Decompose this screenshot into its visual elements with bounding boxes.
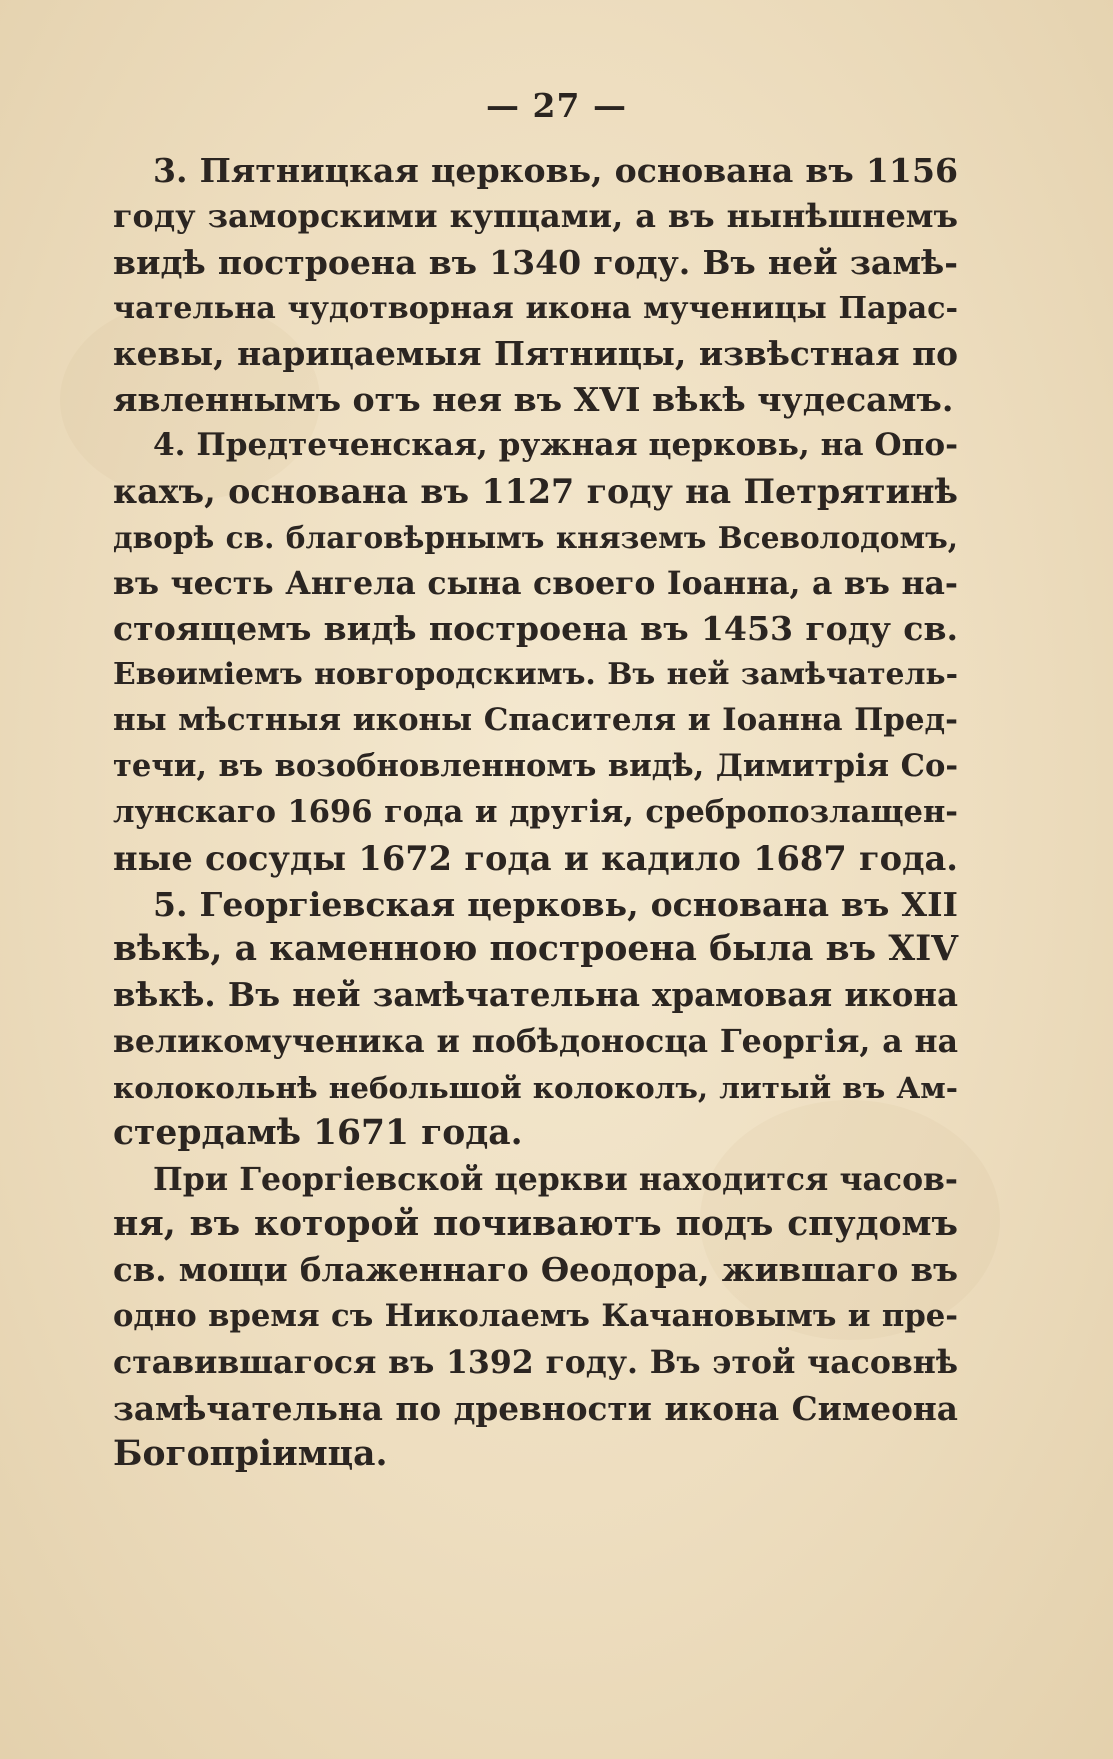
paragraph-church-3	[113, 148, 958, 423]
text-line: течи, въ возобновленномъ видѣ, Димитрія Со-	[113, 747, 958, 784]
text-line: въ честь Ангела сына своего Іоанна, а въ на-	[113, 564, 958, 602]
text-line: видѣ построена въ 1340 году. Въ ней замѣ-	[113, 242, 958, 282]
text-line: явленнымъ отъ нея въ XVI вѣкѣ чудесамъ.	[113, 380, 954, 420]
text-line: году заморскими купцами, а въ нынѣшнемъ	[113, 196, 958, 235]
text-line: Евѳиміемъ новгородскимъ. Въ ней замѣчатель-	[113, 657, 958, 693]
text-line: Богопріимца.	[113, 1433, 388, 1474]
paragraph-chapel	[113, 1157, 958, 1478]
body-text	[113, 148, 958, 1477]
text-line: кахъ, основана въ 1127 году на Петрятинѣ	[113, 471, 958, 511]
text-line: великомученика и побѣдоносца Георгія, а на	[113, 1023, 958, 1061]
text-line: При Георгіевской церкви находится часов-	[153, 1160, 958, 1198]
paragraph-church-5	[113, 882, 958, 1157]
text-line: вѣкѣ, а каменною построена была въ XIV	[113, 929, 958, 970]
text-line: дворѣ св. благовѣрнымъ княземъ Всеволодомъ,	[113, 519, 958, 555]
text-line: одно время съ Николаемъ Качановымъ и пре-	[113, 1298, 958, 1335]
text-line: кевы, нарицаемыя Пятницы, извѣстная по	[113, 334, 958, 374]
text-line: чательна чудотворная икона мученицы Парас-	[113, 290, 958, 326]
text-line: колокольнѣ небольшой колоколъ, литый въ Ам-	[113, 1069, 958, 1105]
text-line: вѣкѣ. Въ ней замѣчательна храмовая икона	[113, 976, 958, 1015]
text-line: ставившагося въ 1392 году. Въ этой часовнѣ	[113, 1343, 958, 1381]
text-line: лунскаго 1696 года и другія, сребропозлащен-	[113, 793, 958, 830]
text-line: ные сосуды 1672 года и кадило 1687 года.	[113, 837, 958, 878]
text-line: 3. Пятницкая церковь, основана въ 1156	[153, 151, 958, 190]
text-line: 5. Георгіевская церковь, основана въ XII	[153, 884, 958, 924]
text-line: стоящемъ видѣ построена въ 1453 году св.	[113, 609, 958, 649]
paragraph-church-4	[113, 423, 958, 881]
text-line: ны мѣстныя иконы Спасителя и Іоанна Пред-	[113, 702, 958, 739]
text-line: замѣчательна по древности икона Симеона	[113, 1388, 958, 1428]
text-line: св. мощи блаженнаго Ѳеодора, жившаго въ	[113, 1251, 958, 1290]
page-number: — 27 —	[486, 86, 627, 125]
text-line: ня, въ которой почиваютъ подъ спудомъ	[113, 1204, 958, 1245]
text-line: 4. Предтеченская, ружная церковь, на Опо-	[153, 427, 958, 464]
text-line: стердамѣ 1671 года.	[113, 1112, 523, 1153]
